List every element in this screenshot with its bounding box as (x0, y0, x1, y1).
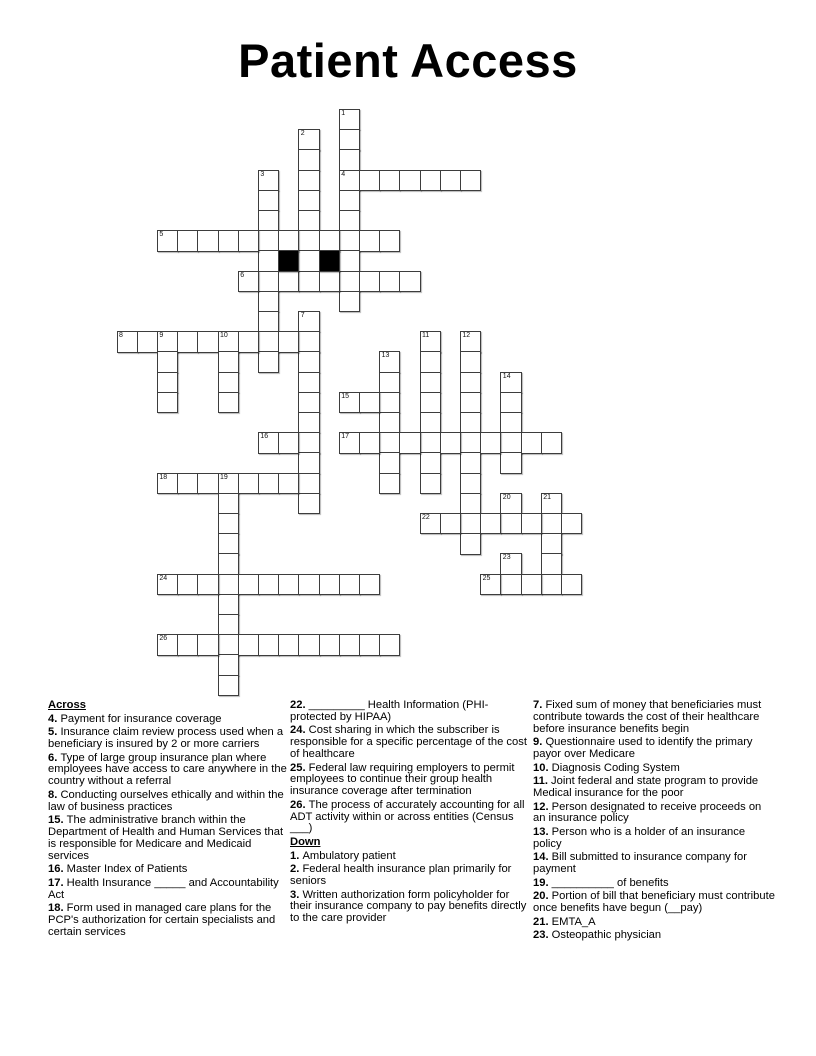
grid-cell (420, 452, 441, 473)
clue-column-1 (48, 700, 291, 940)
grid-cell (339, 291, 360, 312)
grid-cell (420, 331, 441, 352)
grid-cell (298, 473, 319, 494)
grid-cell (298, 392, 319, 413)
grid-cell (339, 109, 360, 130)
grid-cell (500, 553, 521, 574)
cell-number: 22 (422, 514, 430, 521)
grid-cell (197, 634, 218, 655)
clue-22: 22. _________ Health Information (PHI-protected by HIPAA) (290, 699, 489, 723)
cell-number: 15 (341, 392, 349, 400)
grid-cell (258, 473, 279, 494)
grid-cell (460, 452, 481, 473)
clue-8: 8. Conducting ourselves ethically and within the law of business practices (48, 788, 284, 813)
grid-cell (399, 170, 420, 191)
grid-cell (238, 634, 259, 655)
clue-2: 2. Federal health insurance plan primarily for seniors (290, 863, 512, 887)
grid-cell (258, 250, 279, 271)
grid-cell (258, 574, 279, 595)
cell-number: 26 (159, 635, 168, 643)
grid-cell (157, 230, 178, 251)
grid-cell (218, 654, 239, 675)
grid-cell (379, 452, 400, 473)
grid-cell (218, 634, 239, 655)
grid-cell (319, 271, 340, 292)
clue-12: 12. Person designated to receive proceeds on an insurance policy (533, 800, 762, 825)
grid-cell (480, 574, 501, 595)
clue-21: 21. EMTA_A (533, 915, 596, 928)
grid-cell-black (278, 250, 299, 271)
grid-cell (440, 170, 461, 191)
grid-cell (258, 291, 279, 312)
grid-cell (379, 170, 400, 191)
grid-cell (440, 432, 461, 453)
grid-cell (420, 432, 441, 453)
cell-number: 4 (341, 170, 346, 178)
grid-cell (157, 331, 178, 352)
grid-cell (561, 513, 582, 534)
grid-cell (339, 392, 360, 413)
grid-cell (460, 170, 481, 191)
grid-cell (379, 473, 400, 494)
grid-cell (460, 473, 481, 494)
clue-20: 20. Portion of bill that beneficiary must contribute once benefits have begun (__pay) (533, 890, 775, 915)
grid-cell (420, 513, 441, 534)
grid-cell (420, 473, 441, 494)
grid-cell (218, 594, 239, 615)
grid-cell (339, 574, 360, 595)
grid-cell (359, 230, 380, 251)
grid-cell (218, 614, 239, 635)
grid-cell (420, 372, 441, 393)
grid-cell (359, 432, 380, 453)
clue-13: 13. Person who is a holder of an insurance policy (533, 825, 746, 850)
grid-cell (278, 230, 299, 251)
grid-cell (460, 432, 481, 453)
clue-18: 18. Form used in managed care plans for the PCP's authorization for certain specialists and certain services (48, 902, 276, 938)
grid-cell (339, 210, 360, 231)
cell-number: 5 (159, 231, 164, 239)
grid-cell (500, 513, 521, 534)
clue-9: 9. Questionnaire used to identify the primary payor over Medicare (533, 736, 753, 760)
grid-cell (339, 149, 360, 170)
clue-header-down: Down (290, 835, 321, 848)
clue-6: 6. Type of large group insurance plan where employees have access to care anywhere in the country without a referral (48, 751, 287, 788)
grid-cell (541, 513, 562, 534)
grid-cell (218, 372, 239, 393)
grid-cell (541, 432, 562, 453)
grid-cell (258, 271, 279, 292)
grid-cell (298, 271, 319, 292)
grid-cell (258, 634, 279, 655)
cell-number: 1 (341, 110, 346, 117)
grid-cell (177, 634, 198, 655)
grid-cell (399, 432, 420, 453)
cell-number: 17 (341, 433, 349, 441)
grid-cell (500, 412, 521, 433)
grid-cell (258, 351, 279, 372)
grid-cell (379, 432, 400, 453)
grid-cell (319, 634, 340, 655)
clue-17: 17. Health Insurance _____ and Accountability Act (48, 876, 279, 901)
grid-cell (521, 432, 542, 453)
grid-cell (460, 372, 481, 393)
grid-cell (137, 331, 158, 352)
grid-cell (379, 230, 400, 251)
grid-cell (218, 574, 239, 595)
grid-cell (258, 331, 279, 352)
grid-cell (117, 331, 138, 352)
grid-cell (541, 533, 562, 554)
grid-cell (460, 493, 481, 514)
grid-cell (480, 432, 501, 453)
grid-cell (399, 271, 420, 292)
grid-cell (218, 675, 239, 696)
grid-cell (440, 513, 461, 534)
grid-cell (218, 513, 239, 534)
clue-26: 26. The process of accurately accounting for all ADT activity within or across entities (Census ___) (290, 798, 525, 835)
grid-cell (278, 432, 299, 453)
grid-cell (460, 412, 481, 433)
grid-cell (359, 392, 380, 413)
grid-cell (238, 331, 259, 352)
grid-cell (298, 149, 319, 170)
clue-5: 5. Insurance claim review process used when a beneficiary is insured by 2 or more carriers (48, 726, 284, 750)
grid-cell (278, 473, 299, 494)
grid-cell (218, 553, 239, 574)
grid-cell (379, 412, 400, 433)
grid-cell (238, 271, 259, 292)
grid-cell (157, 574, 178, 595)
grid-cell (258, 311, 279, 332)
grid-cell (298, 452, 319, 473)
grid-cell (157, 634, 178, 655)
grid-cell (339, 190, 360, 211)
cell-number: 16 (260, 433, 269, 441)
grid-cell (157, 351, 178, 372)
grid-cell (500, 574, 521, 595)
grid-cell (238, 230, 259, 251)
grid-cell (298, 574, 319, 595)
grid-cell (500, 432, 521, 453)
grid-cell (500, 372, 521, 393)
grid-cell (278, 331, 299, 352)
cell-number: 7 (300, 312, 305, 319)
grid-cell (521, 513, 542, 534)
grid-cell (278, 634, 299, 655)
grid-cell (298, 493, 319, 514)
clue-column-3 (533, 700, 776, 944)
clue-23: 23. Osteopathic physician (533, 929, 662, 942)
grid-cell (218, 493, 239, 514)
clue-14: 14. Bill submitted to insurance company for payment (533, 851, 747, 876)
grid-cell (298, 412, 319, 433)
clue-10: 10. Diagnosis Coding System (533, 761, 680, 774)
grid-cell (339, 170, 360, 191)
cell-number: 20 (502, 493, 511, 501)
grid-cell (157, 372, 178, 393)
grid-cell (500, 493, 521, 514)
grid-cell (298, 250, 319, 271)
grid-cell (359, 634, 380, 655)
grid-cell (460, 351, 481, 372)
grid-cell (319, 230, 340, 251)
grid-cell (420, 392, 441, 413)
grid-cell (298, 170, 319, 191)
grid-cell (339, 250, 360, 271)
grid-cell (298, 230, 319, 251)
clue-1: 1. Ambulatory patient (290, 849, 396, 862)
grid-cell (339, 432, 360, 453)
grid-cell (218, 473, 239, 494)
grid-cell (278, 574, 299, 595)
grid-cell (460, 392, 481, 413)
cell-number: 2 (300, 130, 305, 138)
grid-cell (218, 230, 239, 251)
cell-number: 23 (502, 554, 511, 562)
cell-number: 12 (462, 332, 471, 340)
cell-number: 14 (502, 372, 511, 380)
clue-column-2 (290, 700, 533, 927)
grid-cell (298, 311, 319, 332)
grid-cell (359, 271, 380, 292)
cell-number: 21 (543, 493, 551, 501)
grid-cell (177, 473, 198, 494)
grid-cell-black (319, 250, 340, 271)
grid-cell (218, 533, 239, 554)
grid-cell (298, 210, 319, 231)
cell-number: 19 (220, 473, 228, 481)
grid-cell (420, 351, 441, 372)
grid-cell (379, 372, 400, 393)
grid-cell (197, 574, 218, 595)
grid-cell (177, 574, 198, 595)
clue-header-across: Across (48, 699, 86, 711)
cell-number: 11 (422, 332, 430, 340)
cell-number: 9 (159, 332, 164, 340)
grid-cell (319, 574, 340, 595)
clue-16: 16. Master Index of Patients (48, 863, 188, 876)
clue-24: 24. Cost sharing in which the subscriber is responsible for a specific percentage of the cost of healthcare (290, 724, 527, 760)
grid-cell (258, 230, 279, 251)
grid-cell (218, 351, 239, 372)
grid-cell (278, 271, 299, 292)
grid-cell (541, 493, 562, 514)
clue-7: 7. Fixed sum of money that beneficiaries must contribute towards the cost of their healthcare before insurance benefits begin (533, 699, 762, 735)
cell-number: 24 (159, 574, 168, 582)
grid-cell (500, 452, 521, 473)
cell-number: 6 (240, 271, 245, 279)
grid-cell (460, 533, 481, 554)
page-title: Patient Access (238, 34, 578, 87)
cell-number: 18 (159, 473, 168, 481)
grid-cell (258, 170, 279, 191)
grid-cell (298, 432, 319, 453)
grid-cell (460, 513, 481, 534)
grid-cell (197, 230, 218, 251)
cell-number: 8 (119, 332, 123, 340)
grid-cell (379, 392, 400, 413)
grid-cell (238, 473, 259, 494)
grid-cell (460, 331, 481, 352)
cell-number: 10 (220, 332, 228, 340)
grid-cell (197, 473, 218, 494)
grid-cell (541, 574, 562, 595)
clue-19: 19. __________ of benefits (533, 876, 669, 889)
grid-cell (298, 129, 319, 150)
grid-cell (157, 473, 178, 494)
clue-11: 11. Joint federal and state program to provide Medical insurance for the poor (533, 775, 759, 799)
grid-cell (420, 170, 441, 191)
grid-cell (157, 392, 178, 413)
grid-cell (298, 190, 319, 211)
grid-cell (561, 574, 582, 595)
grid-cell (218, 331, 239, 352)
clue-3: 3. Written authorization form policyholder for their insurance company to pay benefits directly to the care provider (290, 888, 527, 925)
grid-cell (521, 574, 542, 595)
grid-cell (298, 331, 319, 352)
grid-cell (480, 513, 501, 534)
grid-cell (177, 230, 198, 251)
grid-cell (258, 210, 279, 231)
grid-cell (339, 230, 360, 251)
grid-cell (238, 574, 259, 595)
grid-cell (258, 432, 279, 453)
grid-cell (379, 271, 400, 292)
grid-cell (339, 271, 360, 292)
grid-cell (339, 129, 360, 150)
grid-cell (197, 331, 218, 352)
cell-number: 13 (381, 352, 390, 360)
grid-cell (339, 634, 360, 655)
grid-cell (359, 574, 380, 595)
clue-25: 25. Federal law requiring employers to permit employees to continue their group health insurance coverage after termination (290, 761, 515, 798)
grid-cell (379, 351, 400, 372)
grid-cell (298, 372, 319, 393)
cell-number: 3 (260, 170, 265, 178)
grid-cell (177, 331, 198, 352)
grid-cell (379, 634, 400, 655)
clue-15: 15. The administrative branch within the Department of Health and Human Services that is responsible for Medicare and Medicaid services (48, 814, 284, 862)
grid-cell (298, 351, 319, 372)
grid-cell (500, 392, 521, 413)
grid-cell (420, 412, 441, 433)
clue-4: 4. Payment for insurance coverage (48, 712, 222, 725)
grid-cell (541, 553, 562, 574)
grid-cell (359, 170, 380, 191)
grid-cell (258, 190, 279, 211)
grid-cell (298, 634, 319, 655)
cell-number: 25 (482, 574, 491, 582)
grid-cell (218, 392, 239, 413)
